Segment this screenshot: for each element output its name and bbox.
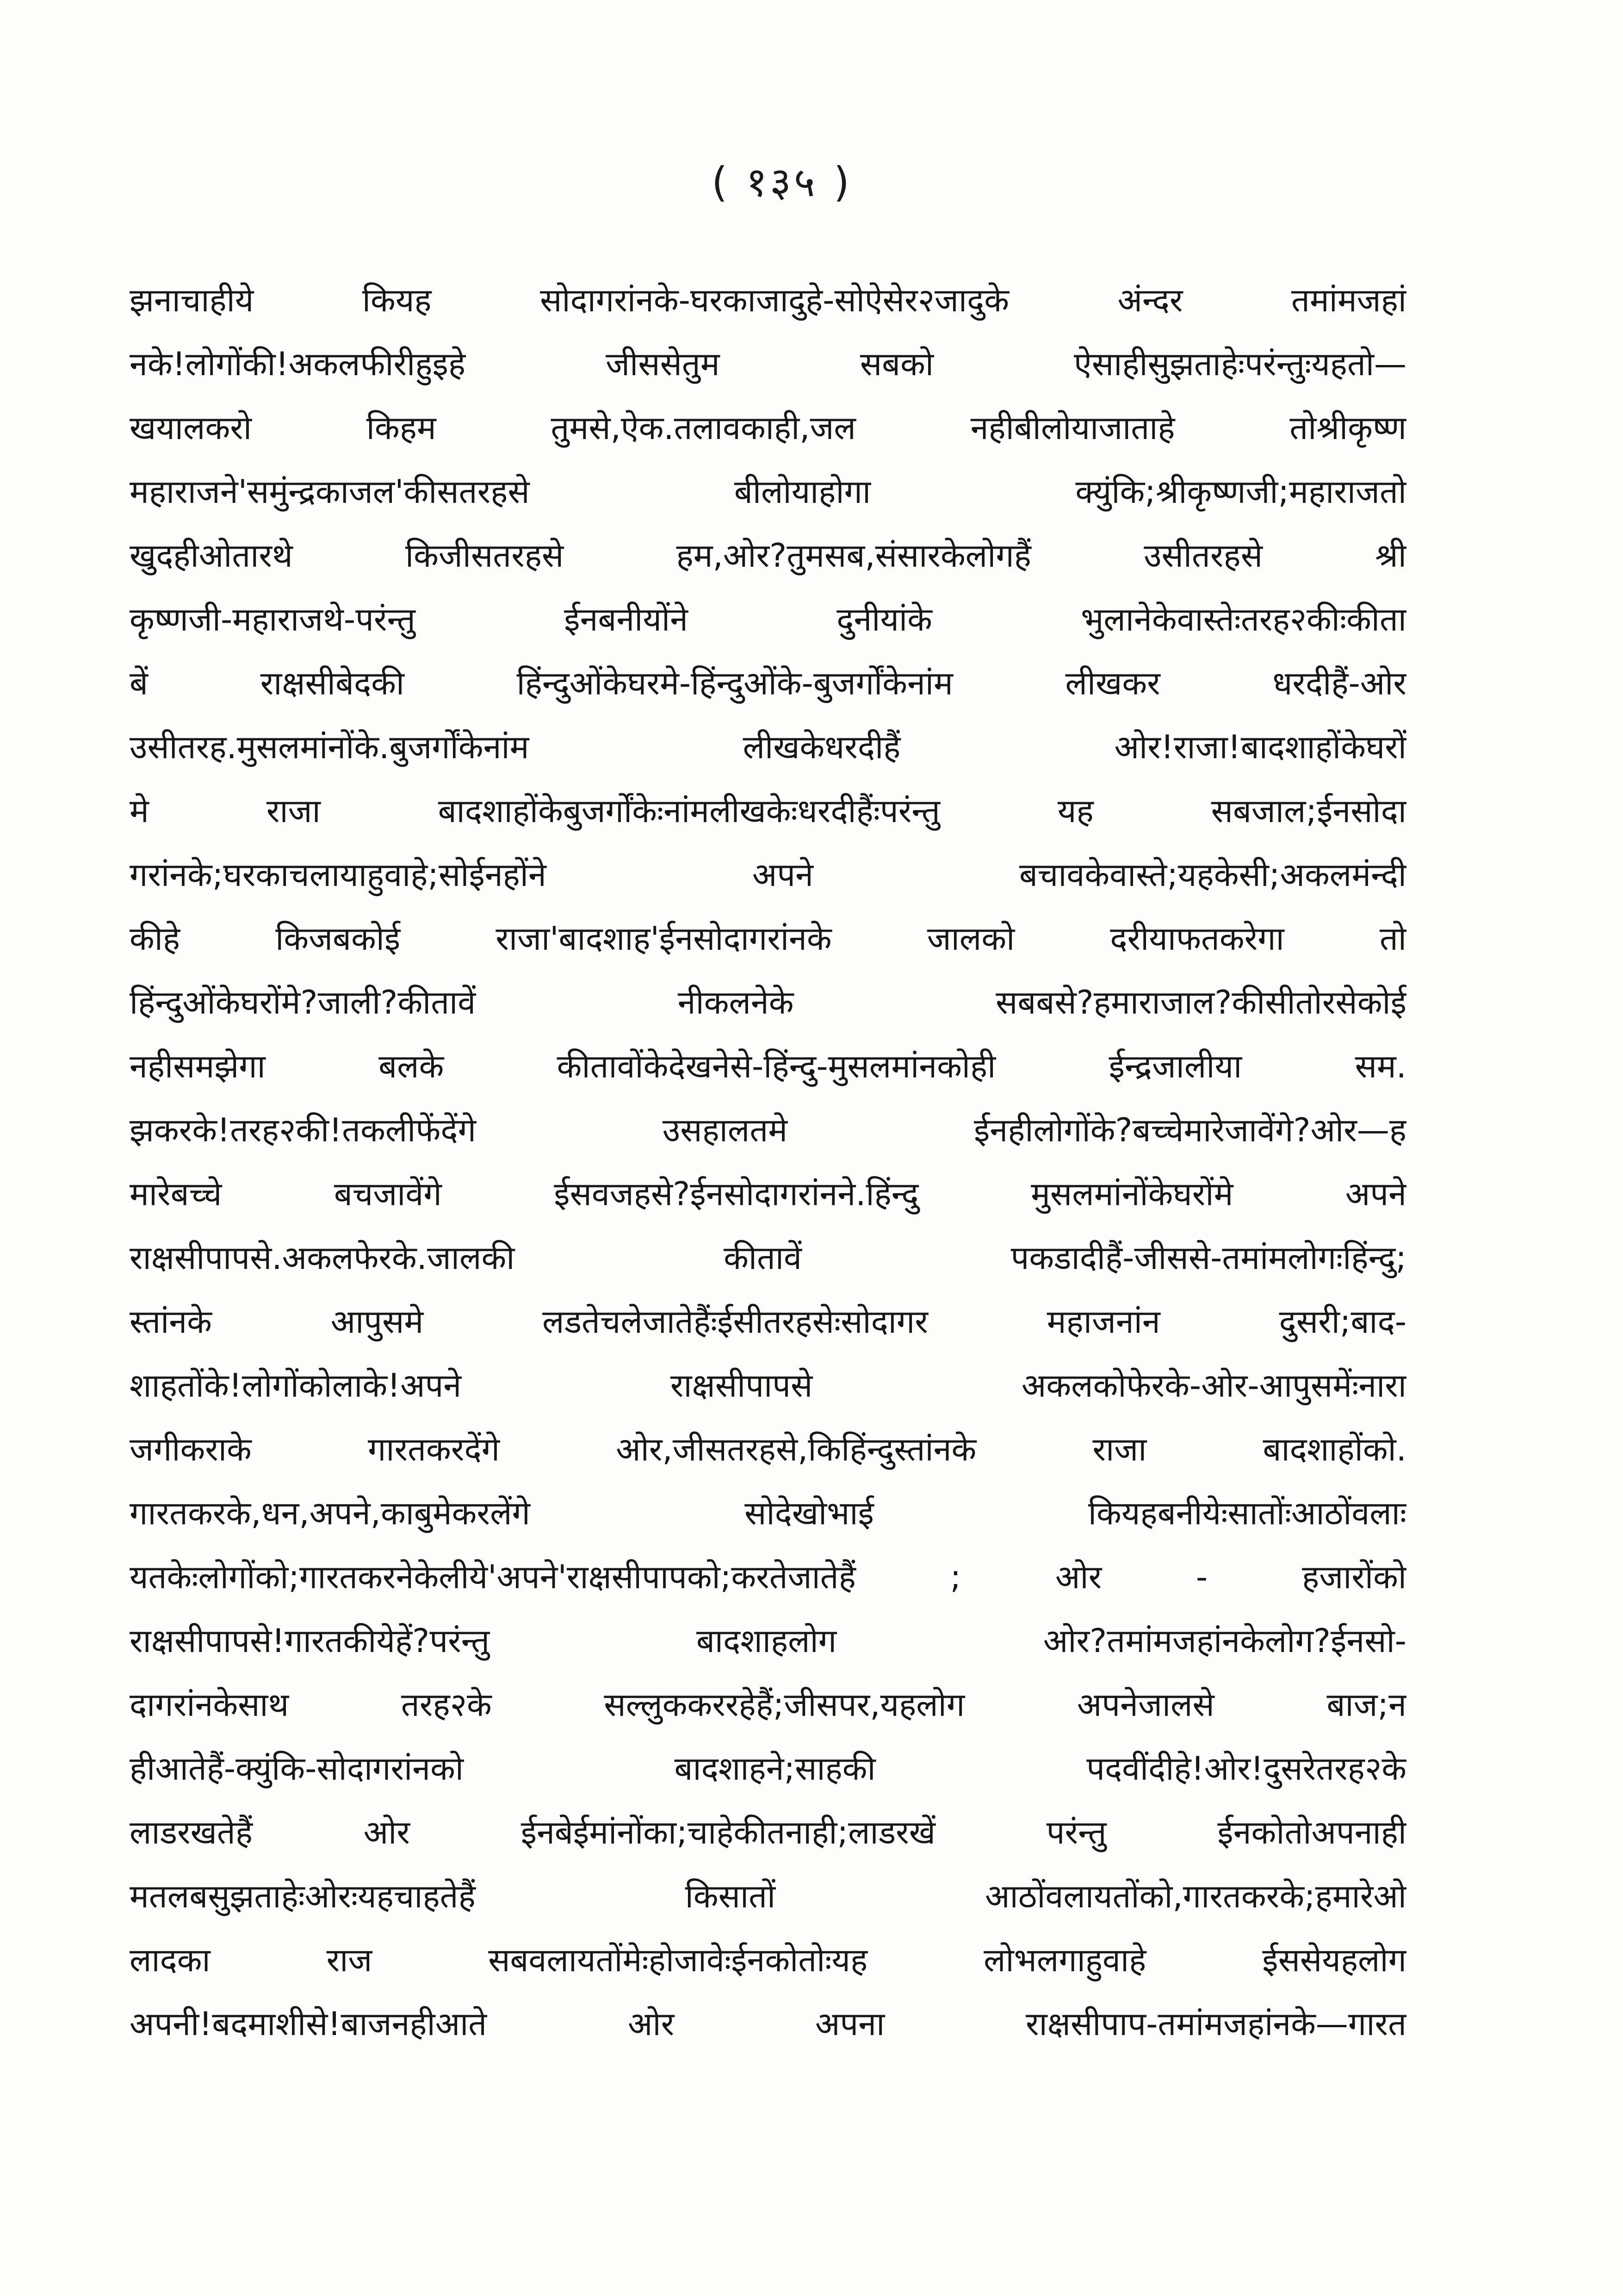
text-line: स्तांनके आपुसमे लडतेचलेजातेहैंःईसीतरहसेःसोदागर महाजनांन दुसरी;बाद- — [130, 1303, 1406, 1341]
page-number: ( १३५ ) — [712, 158, 852, 206]
body-text — [130, 268, 1406, 2056]
text-line: नके!लोगोंकी!अकलफीरीहुइहे जीससेतुम सबको ऐसाहीसुझताहेःपरंन्तुःयहतो— — [130, 345, 1406, 383]
text-line: हिंन्दुओंकेघरोंमे?जाली?कीतावें नीकलनेके सबबसे?हमाराजाल?कीसीतोरसेकोई — [130, 984, 1406, 1021]
text-line: झनाचाहीये कियह सोदागरांनके-घरकाजादुहे-सोऐसेर२जादुके अंन्दर तमांमजहां — [130, 281, 1406, 319]
text-line: झकरके!तरह२की!तकलीफेंदेंगे उसहालतमे ईनहीलोगोंके?बच्चेमारेजावेंगे?ओर—ह — [130, 1111, 1406, 1149]
text-line: कृष्णजी-महाराजथे-परंन्तु ईनबनीयोंने दुनीयांके भुलानेकेवास्तेःतरह२कीःकीता — [130, 600, 1406, 638]
text-line: खयालकरो किहम तुमसे,ऐक.तलावकाही,जल नहीबीलोयाजाताहे तोश्रीकृष्ण — [130, 409, 1406, 447]
text-line: नहीसमझेगा बलके कीतावोंकेदेखनेसे-हिंन्दु-मुसलमांनकोही ईन्द्रजालीया सम. — [130, 1047, 1406, 1085]
text-line: लाडरखतेहैं ओर ईनबेईमांनोंका;चाहेकीतनाही;लाडरखें परंन्तु ईनकोतोअपनाही — [130, 1813, 1406, 1851]
text-line: बें राक्षसीबेदकी हिंन्दुओंकेघरमे-हिंन्दुओंके-बुजर्गोंकेनांम लीखकर धरदीहैं-ओर — [130, 664, 1406, 702]
text-line: लादका राज सबवलायतोंमेःहोजावेःईनकोतोःयह लोभलगाहुवाहे ईससेयहलोग — [130, 1941, 1406, 1979]
text-line: मे राजा बादशाहोंकेबुजर्गोंकेःनांमलीखकेःधरदीहैंःपरंन्तु यह सबजाल;ईनसोदा — [130, 792, 1406, 830]
text-line: राक्षसीपापसे.अकलफेरके.जालकी कीतावें पकडादीहैं-जीससे-तमांमलोगःहिंन्दु; — [130, 1239, 1406, 1277]
text-line: अपनी!बदमाशीसे!बाजनहीआते ओर अपना राक्षसीपाप-तमांमजहांनके—गारत — [130, 2005, 1406, 2043]
text-line: शाहतोंके!लोगोंकोलाके!अपने राक्षसीपापसे अकलकोफेरके-ओर-आपुसमेंःनारा — [130, 1367, 1406, 1405]
text-line: महाराजने'समुंन्द्रकाजल'कीसतरहसे बीलोयाहोगा क्युंकि;श्रीकृष्णजी;महाराजतो — [130, 473, 1406, 511]
text-line: राक्षसीपापसे!गारतकीयेहें?परंन्तु बादशाहलोग ओर?तमांमजहांनकेलोग?ईनसो- — [130, 1622, 1406, 1660]
text-line: गरांनके;घरकाचलायाहुवाहे;सोईनहोंने अपने बचावकेवास्ते;यहकेसी;अकलमंन्दी — [130, 856, 1406, 894]
text-line: मारेबच्चे बचजावेंगे ईसवजहसे?ईनसोदागरांनने.हिंन्दु मुसलमांनोंकेघरोंमे अपने — [130, 1175, 1406, 1213]
text-line: खुदहीओतारथे किजीसतरहसे हम,ओर?तुमसब,संसारकेलोगहैं उसीतरहसे श्री — [130, 537, 1406, 575]
text-line: उसीतरह.मुसलमांनोंके.बुजर्गोंकेनांम लीखकेधरदीहैं ओर!राजा!बादशाहोंकेघरों — [130, 728, 1406, 766]
text-line: जगीकराके गारतकरदेंगे ओर,जीसतरहसे,किहिंन्दुस्तांनके राजा बादशाहोंको. — [130, 1430, 1406, 1468]
text-line: मतलबसुझताहेःओरःयहचाहतेहैं किसातों आठोंवलायतोंको,गारतकरके;हमारेओ — [130, 1877, 1406, 1915]
text-line: हीआतेहैं-क्युंकि-सोदागरांनको बादशाहने;साहकी पदवींदीहे!ओर!दुसरेतरह२के — [130, 1750, 1406, 1788]
text-line: दागरांनकेसाथ तरह२के सल्लुककररहेहैं;जीसपर,यहलोग अपनेजालसे बाज;न — [130, 1686, 1406, 1724]
text-line: यतकेःलोगोंको;गारतकरनेकेलीये'अपने'राक्षसीपापको;करतेजातेहैं ; ओर - हजारोंको — [130, 1558, 1406, 1596]
text-line: कीहे किजबकोई राजा'बादशाह'ईनसोदागरांनके जालको दरीयाफतकरेगा तो — [130, 920, 1406, 958]
text-line: गारतकरके,धन,अपने,काबुमेकरलेंगे सोदेखोभाई कियहबनीयेःसातोंःआठोंवलाः — [130, 1494, 1406, 1532]
